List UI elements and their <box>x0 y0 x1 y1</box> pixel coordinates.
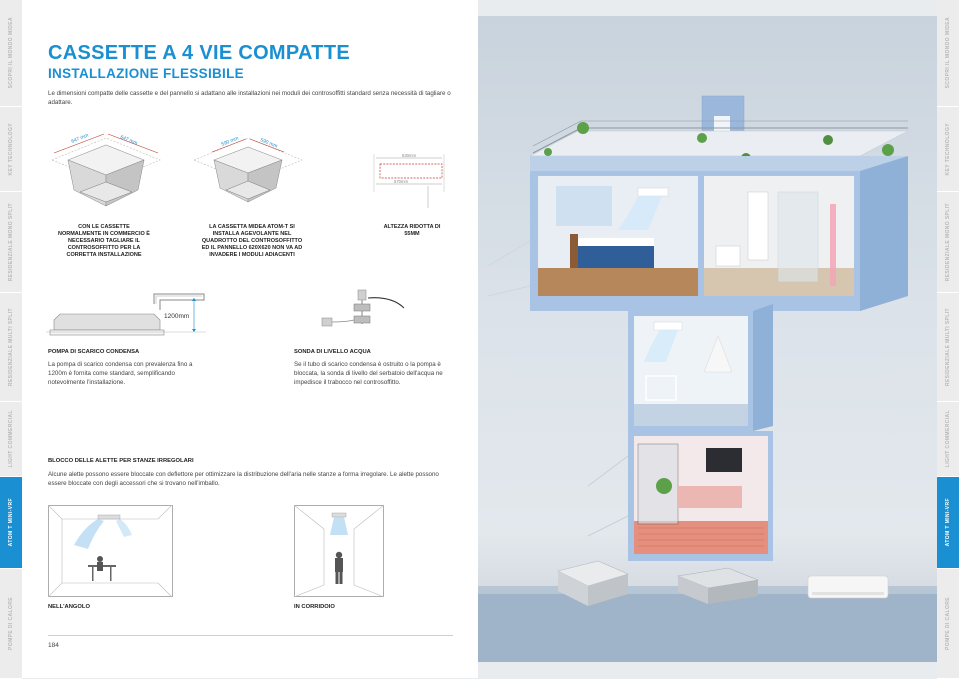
spine-tab-label: RESIDENZIALE MULTI SPLIT <box>945 307 951 387</box>
corridor-caption: IN CORRIDOIO <box>294 604 335 610</box>
dimension-label: 647 mm <box>70 132 90 145</box>
spine-tab-label: ATOM T MINI-VRF <box>945 498 951 547</box>
pump-description: La pompa di scarico condensa con prevalenza fino a 1200m è fornita come standard, semplificando notevolmente l'installazione. <box>48 361 193 386</box>
spine-tab-mono-split[interactable] <box>0 192 22 293</box>
dimension-label: 590 mm <box>259 137 279 150</box>
probe-heading: SONDA DI LIVELLO ACQUA <box>294 349 371 355</box>
corner-room-illustration <box>48 505 173 597</box>
dimension-label: 590 mm <box>220 135 240 148</box>
louver-heading: BLOCCO DELLE ALETTE PER STANZE IRREGOLARI <box>48 458 194 464</box>
dimension-label: 647 mm <box>119 134 139 147</box>
spine-tab-atom-t[interactable] <box>937 477 959 569</box>
louver-description: Alcune alette possono essere bloccate con deflettore per ottimizzare la distribuzione dell'aria nelle stanze a forma irregolare. Le alette possono essere bloccate con degli accessori che si trovano nell'imballo. <box>48 471 439 487</box>
spine-tab-label: LIGHT COMMERCIAL <box>945 410 951 468</box>
spine-tab-label: SCOPRI IL MONDO MIDEA <box>945 17 951 89</box>
spine-tab-scopri[interactable] <box>0 0 22 107</box>
probe-description: Se il tubo di scarico condensa è ostruito o la pompa è bloccata, la sonda di livello del serbatoio dell'acqua ne impedisce il trabocco nel controsoffitto. <box>294 361 443 386</box>
left-page <box>0 0 478 678</box>
water-level-probe-illustration <box>312 288 422 338</box>
spine-tab-label: KEY TECHNOLOGY <box>945 122 951 176</box>
spine-tab-key-technology[interactable] <box>0 107 22 192</box>
standard-cassette-caption: CON LE CASSETTE NORMALMENTE IN COMMERCIO È NECESSARIO TAGLIARE IL CONTROSOFFITTO PER LA CORRETTA INSTALLAZIONE <box>58 224 150 258</box>
spine-tab-label: POMPE DI CALORE <box>945 597 951 650</box>
spine-tab-atom-t[interactable] <box>0 477 22 569</box>
page-number: 184 <box>48 642 59 649</box>
left-section-index <box>0 0 22 678</box>
spine-tab-multi-split[interactable] <box>937 293 959 402</box>
building-render <box>478 16 937 662</box>
spine-tab-mono-split[interactable] <box>937 192 959 293</box>
footer-divider <box>48 635 453 636</box>
right-section-index <box>937 0 959 678</box>
building-cutaway-illustration <box>478 16 937 662</box>
spine-tab-label: RESIDENZIALE MULTI SPLIT <box>8 307 14 387</box>
spine-tab-light-commercial[interactable] <box>0 402 22 477</box>
spine-tab-pompe-di-calore[interactable] <box>0 569 22 679</box>
spine-tab-pompe-di-calore[interactable] <box>937 569 959 679</box>
standard-cassette-illustration <box>48 130 166 220</box>
spine-tab-label: SCOPRI IL MONDO MIDEA <box>8 17 14 89</box>
dimension-label: 630mm <box>402 153 416 158</box>
page-title: CASSETTE A 4 VIE COMPATTE <box>48 42 350 64</box>
dimension-label: 570mm <box>394 179 408 184</box>
spine-tab-label: RESIDENZIALE MONO SPLIT <box>945 202 951 282</box>
intro-text: Le dimensioni compatte delle cassette e del pannello si adattano alle installazioni nei moduli dei controsoffitti standard senza necessità di tagliare o adattare. <box>48 90 451 106</box>
midea-cassette-caption: LA CASSETTA MIDEA ATOM-T SI INSTALLA AGEVOLANTE NEL QUADROTTO DEL CONTROSOFFITTO ED IL PANNELLO 620X620 NON VA AD INVADERE I MODULI ADIACENTI <box>201 224 303 258</box>
wall-unit-product <box>808 576 888 598</box>
spine-tab-label: POMPE DI CALORE <box>8 597 14 650</box>
spine-tab-label: ATOM T MINI-VRF <box>8 498 14 547</box>
corridor-illustration <box>294 505 384 597</box>
page-subtitle: INSTALLAZIONE FLESSIBILE <box>48 66 244 81</box>
spine-tab-label: RESIDENZIALE MONO SPLIT <box>8 202 14 282</box>
spine-tab-label: LIGHT COMMERCIAL <box>8 410 14 468</box>
spine-tab-scopri[interactable] <box>937 0 959 107</box>
reduced-height-diagram <box>368 150 458 210</box>
condensate-pump-illustration <box>46 288 216 343</box>
corner-caption: NELL'ANGOLO <box>48 604 90 610</box>
midea-cassette-illustration <box>190 130 308 220</box>
reduced-height-caption: ALTEZZA RIDOTTA DI 55MM <box>383 224 441 237</box>
pump-heading: POMPA DI SCARICO CONDENSA <box>48 349 140 355</box>
spine-tab-key-technology[interactable] <box>937 107 959 192</box>
pump-height-label: 1200mm <box>164 313 190 320</box>
spine-tab-light-commercial[interactable] <box>937 402 959 477</box>
spine-tab-multi-split[interactable] <box>0 293 22 402</box>
spine-tab-label: KEY TECHNOLOGY <box>8 122 14 176</box>
